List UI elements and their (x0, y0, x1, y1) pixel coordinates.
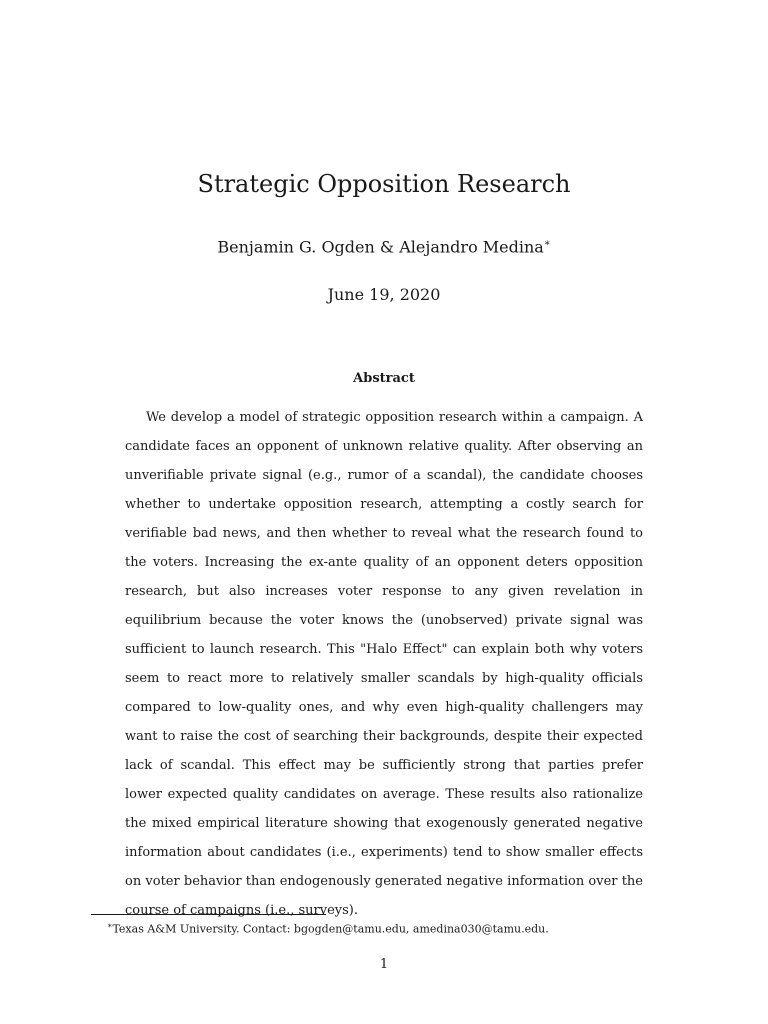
author-names: Benjamin G. Ogden & Alejandro Medina (217, 237, 544, 257)
abstract-body: We develop a model of strategic opposition research within a campaign. A candidate faces an opponent of unknown relative quality. After observing an unverifiable private signal (e.g., rumor of a scandal), the candidate chooses whether to undertake opposition research, attempting a costly search for verifiable bad news, and then whether to reveal what the research found to the voters. Increasing the ex-ante quality of an opponent deters opposition research, but also increases voter response to any given revelation in equilibrium because the voter knows the (unobserved) private signal was sufficient to launch research. This "Halo Effect" can explain both why voters seem to react more to relatively smaller scandals by high-quality officials compared to low-quality ones, and why even high-quality challengers may want to raise the cost of searching their backgrounds, despite their expected lack of scandal. This effect may be sufficiently strong that parties prefer lower expected quality candidates on average. These results also rationalize the mixed empirical literature showing that exogenously generated negative information about candidates (i.e., experiments) tend to show smaller effects on voter behavior than endogenously generated negative information over the course of campaigns (i.e., surveys). (125, 410, 643, 918)
author-footnote-mark: ∗ (543, 238, 551, 249)
abstract-heading: Abstract (353, 371, 415, 386)
footnote (107, 918, 667, 938)
footnote-mark: ∗ (107, 921, 113, 930)
page-number: 1 (379, 957, 389, 972)
paper-title: Strategic Opposition Research (197, 170, 571, 198)
footnote-text: Texas A&M University. Contact: bgogden@tamu.edu, amedina030@tamu.edu. (112, 922, 549, 936)
paper-date: June 19, 2020 (327, 285, 441, 304)
paper-authors (0, 233, 768, 258)
footnote-divider (91, 914, 326, 915)
